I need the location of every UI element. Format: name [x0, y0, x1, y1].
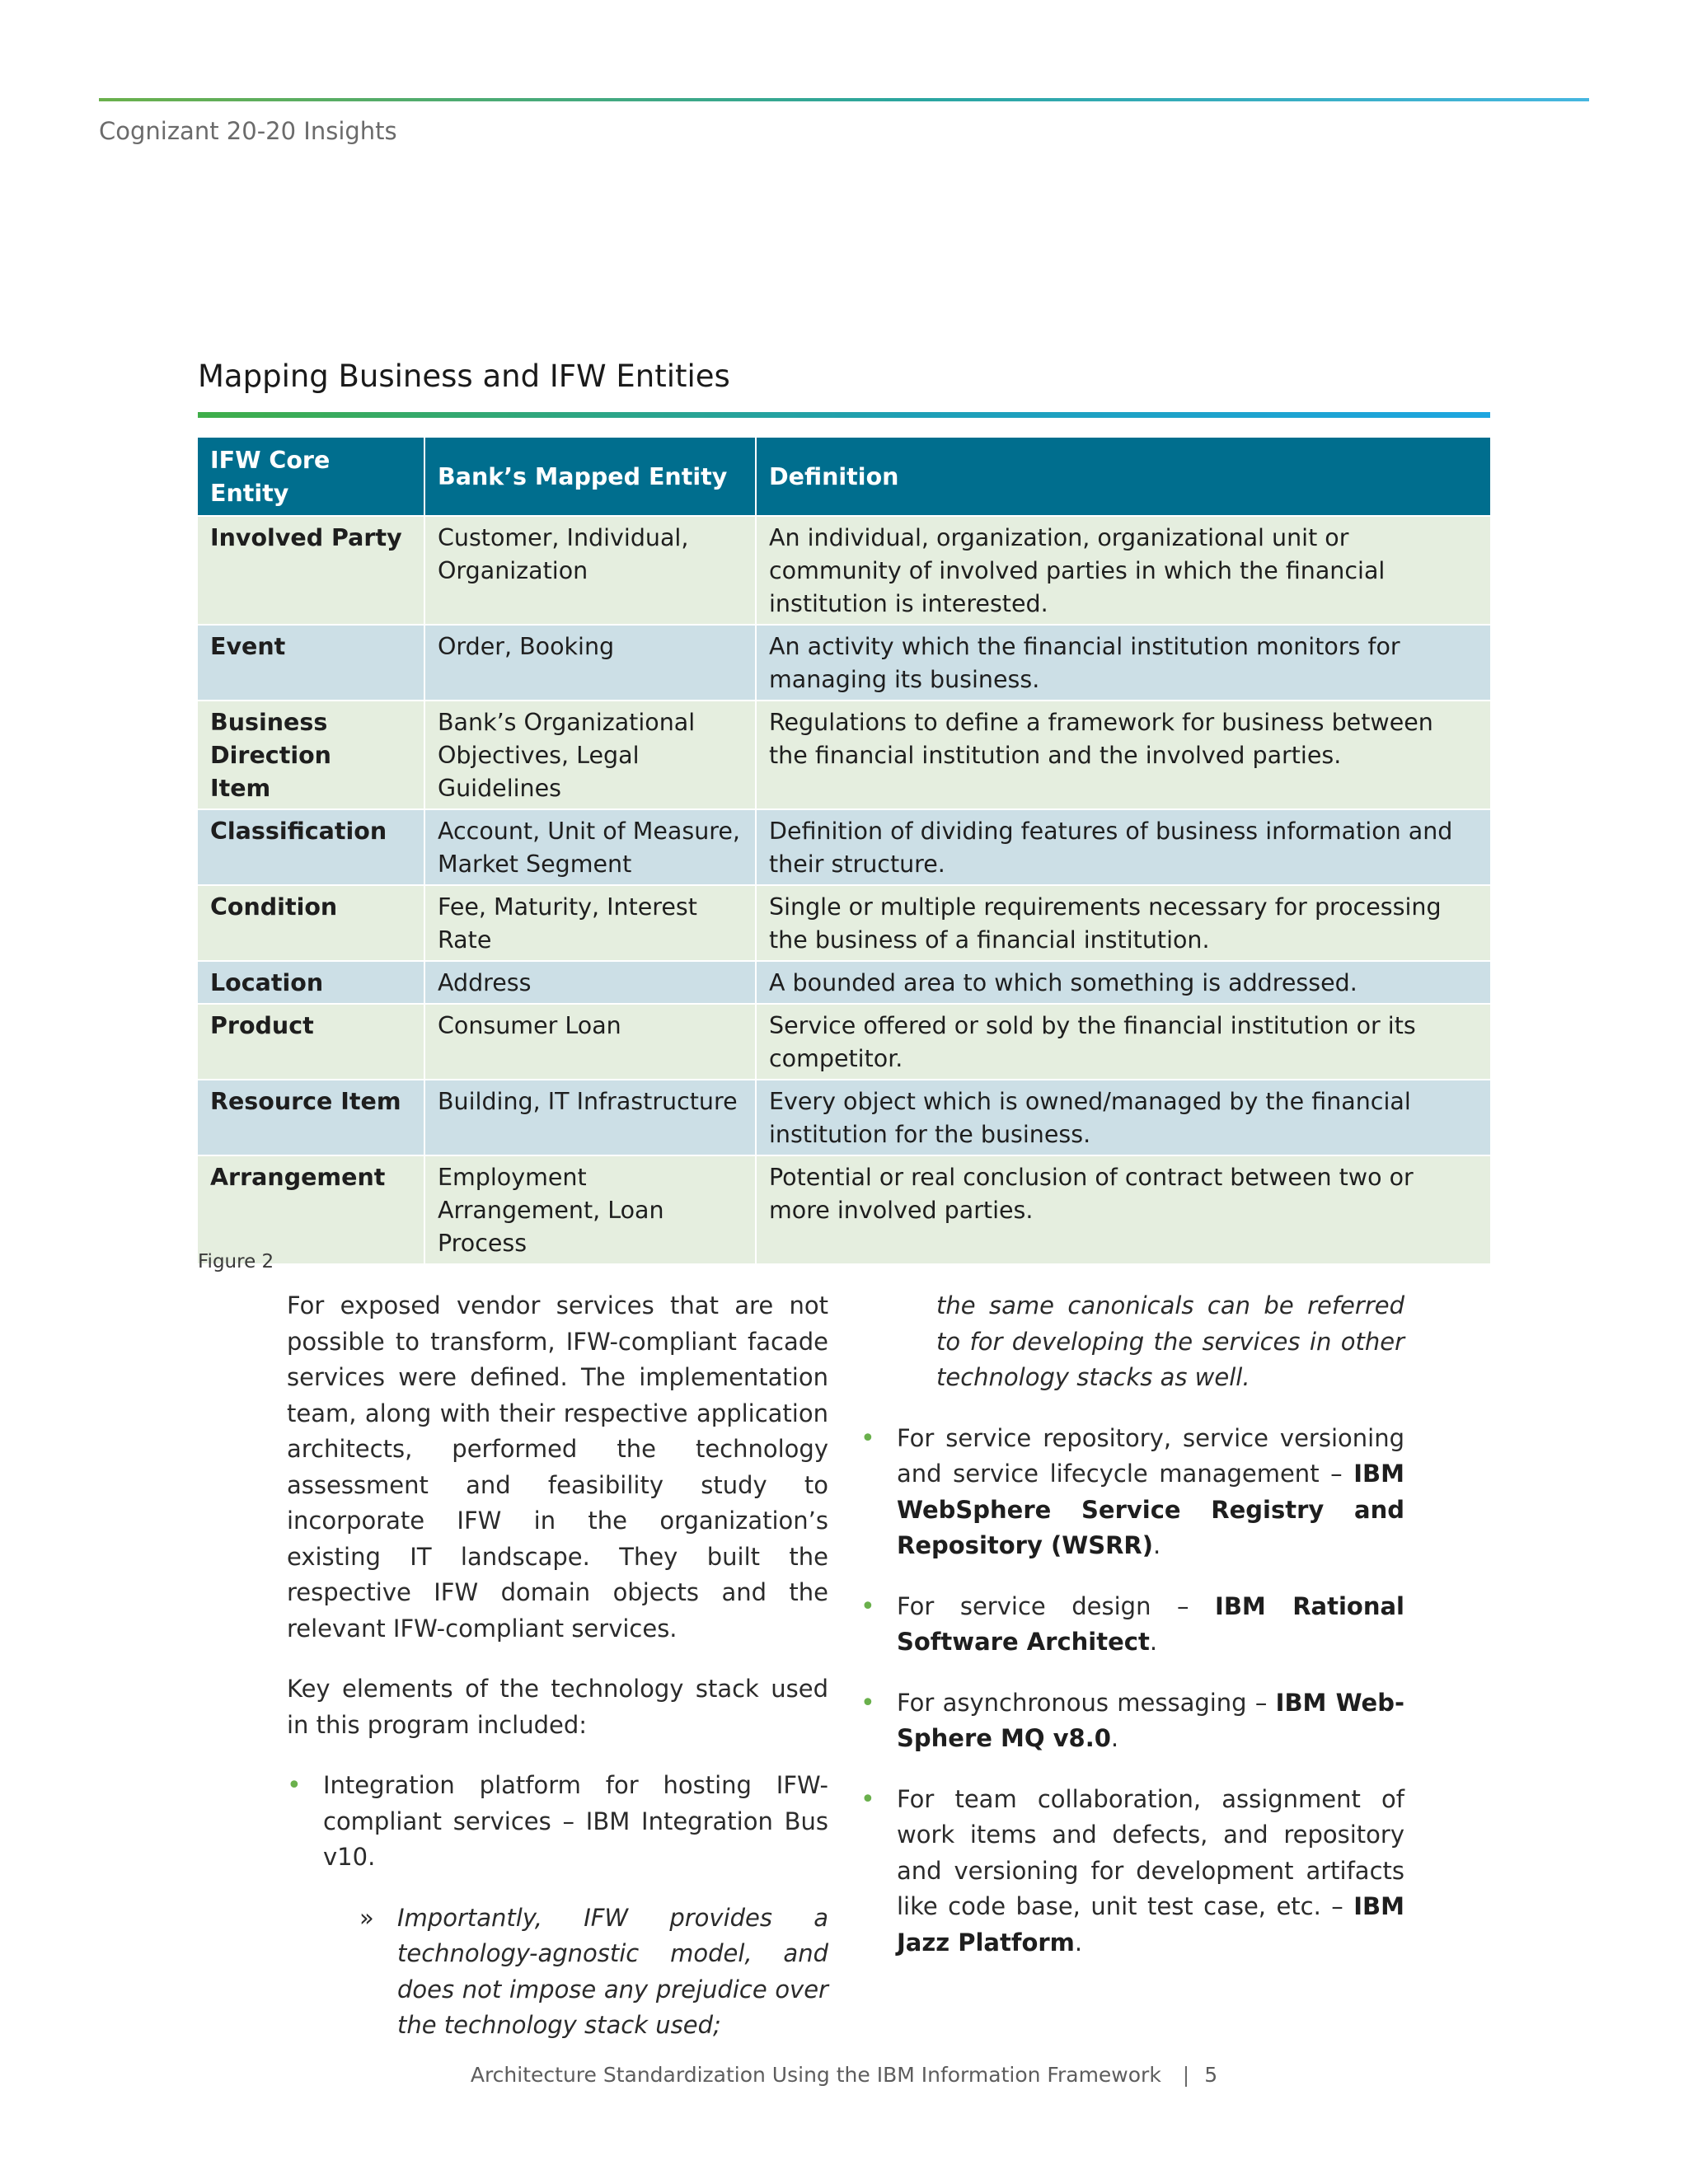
list-item	[860, 1589, 1404, 1661]
table-row	[198, 625, 1490, 701]
list-item	[860, 1421, 1404, 1564]
table-header-row	[198, 438, 1490, 516]
mapped-entity-cell: Consumer Loan	[424, 1004, 756, 1080]
title-rule	[198, 412, 1490, 418]
figure-caption: Figure 2	[198, 1251, 274, 1272]
entity-cell: Arrangement	[198, 1155, 424, 1263]
list-item-text: For service design –	[897, 1591, 1216, 1620]
list-item	[287, 1768, 828, 2044]
list-item-text: For asynchronous messaging –	[897, 1688, 1276, 1717]
table-row	[198, 809, 1490, 885]
definition-cell: Definition of dividing features of business information and their structure.	[756, 809, 1490, 885]
list-item	[860, 1782, 1404, 1961]
bullet-list	[287, 1768, 828, 2044]
punctuation: .	[1110, 1724, 1119, 1752]
entity-cell: Classification	[198, 809, 424, 885]
punctuation: .	[1153, 1531, 1161, 1559]
entity-cell: Involved Party	[198, 516, 424, 625]
body-paragraph: Key elements of the technology stack used in this program included:	[287, 1675, 828, 1739]
body-column-left	[287, 1288, 828, 2069]
entity-cell: Condition	[198, 885, 424, 961]
mapped-entity-cell: Customer, Individual, Organization	[424, 516, 756, 625]
entity-cell: Location	[198, 961, 424, 1004]
footer-separator: |	[1182, 2063, 1190, 2087]
definition-cell: An individual, organization, organizational unit or community of involved parties in which the financial institution is interested.	[756, 516, 1490, 625]
body-paragraph: For exposed vendor services that are not possible to transform, IFW-compliant facade services were defined. The implementation team, along with their respective application architects, performed the technology assessment and feasibility study to incorporate IFW in the organization’s existing IT landscape. They built the respective IFW domain objects and the relevant IFW-compliant services.	[287, 1291, 828, 1643]
table-row	[198, 516, 1490, 625]
bullet-icon: •	[860, 1784, 875, 1814]
punctuation: .	[1149, 1628, 1158, 1656]
list-item-text: For team collaboration, assignment of work items and defects, and repository and versioning for development artifacts like code base, unit test case, etc. –	[897, 1784, 1404, 1920]
definition-cell: Single or multiple requirements necessary for processing the business of a financial institution.	[756, 885, 1490, 961]
sub-note-continuation: the same canonicals can be referred to for developing the services in other technology stacks as well.	[936, 1291, 1404, 1391]
entity-cell: Product	[198, 1004, 424, 1080]
table-row	[198, 1004, 1490, 1080]
table-row	[198, 1080, 1490, 1155]
list-item-text: Integration platform for hosting IFW-compliant services – IBM Integration Bus v10.	[323, 1771, 828, 1871]
chevron-right-icon: »	[359, 1903, 374, 1932]
definition-cell: Service offered or sold by the financial institution or its competitor.	[756, 1004, 1490, 1080]
bullet-icon: •	[287, 1771, 302, 1800]
bullet-icon: •	[860, 1591, 875, 1621]
sub-note-text: Importantly, IFW provides a technology-agnostic model, and does not impose any prejudice over the technology stack used;	[397, 1903, 828, 2039]
mapped-entity-cell: Account, Unit of Measure, Market Segment	[424, 809, 756, 885]
product-name: IBM Jazz Platform	[897, 1892, 1404, 1957]
product-name: IBM Rational Software Architect	[897, 1591, 1404, 1656]
product-name: IBM WebSphere Service Registry and Repository (WSRR)	[897, 1460, 1404, 1559]
table-row	[198, 885, 1490, 961]
entity-cell: Business Direction Item	[198, 701, 424, 809]
mapped-entity-cell: Address	[424, 961, 756, 1004]
page-number: 5	[1204, 2063, 1218, 2087]
punctuation: .	[1074, 1928, 1083, 1957]
table-row	[198, 701, 1490, 809]
header-rule	[99, 98, 1589, 101]
entity-mapping-table	[198, 438, 1490, 1263]
brand-label: Cognizant 20-20 Insights	[99, 117, 397, 145]
sub-note	[323, 1900, 828, 2044]
list-item	[860, 1685, 1404, 1757]
figure-title: Mapping Business and IFW Entities	[198, 359, 730, 394]
column-header: Definition	[756, 438, 1490, 516]
mapped-entity-cell: Bank’s Organizational Objectives, Legal Guidelines	[424, 701, 756, 809]
page-footer	[0, 2063, 1688, 2087]
definition-cell: A bounded area to which something is addressed.	[756, 961, 1490, 1004]
table-row	[198, 1155, 1490, 1263]
column-header: Bank’s Mapped Entity	[424, 438, 756, 516]
table-row	[198, 961, 1490, 1004]
definition-cell: An activity which the financial institution monitors for managing its business.	[756, 625, 1490, 701]
product-name: IBM WebSphere MQ v8.0	[897, 1688, 1404, 1752]
definition-cell: Every object which is owned/managed by the financial institution for the business.	[756, 1080, 1490, 1155]
bullet-icon: •	[860, 1423, 875, 1453]
bullet-list	[860, 1421, 1404, 1961]
body-column-right	[860, 1288, 1404, 1985]
mapped-entity-cell: Fee, Maturity, Interest Rate	[424, 885, 756, 961]
mapped-entity-cell: Order, Booking	[424, 625, 756, 701]
column-header: IFW Core Entity	[198, 438, 424, 516]
mapped-entity-cell: Employment Arrangement, Loan Process	[424, 1155, 756, 1263]
mapped-entity-cell: Building, IT Infrastructure	[424, 1080, 756, 1155]
bullet-icon: •	[860, 1688, 875, 1718]
definition-cell: Regulations to define a framework for business between the financial institution and the involved parties.	[756, 701, 1490, 809]
entity-cell: Event	[198, 625, 424, 701]
footer-title: Architecture Standardization Using the IBM Information Framework	[470, 2063, 1161, 2087]
definition-cell: Potential or real conclusion of contract between two or more involved parties.	[756, 1155, 1490, 1263]
list-item-text: For service repository, service versioning and service lifecycle management –	[897, 1423, 1404, 1488]
entity-cell: Resource Item	[198, 1080, 424, 1155]
